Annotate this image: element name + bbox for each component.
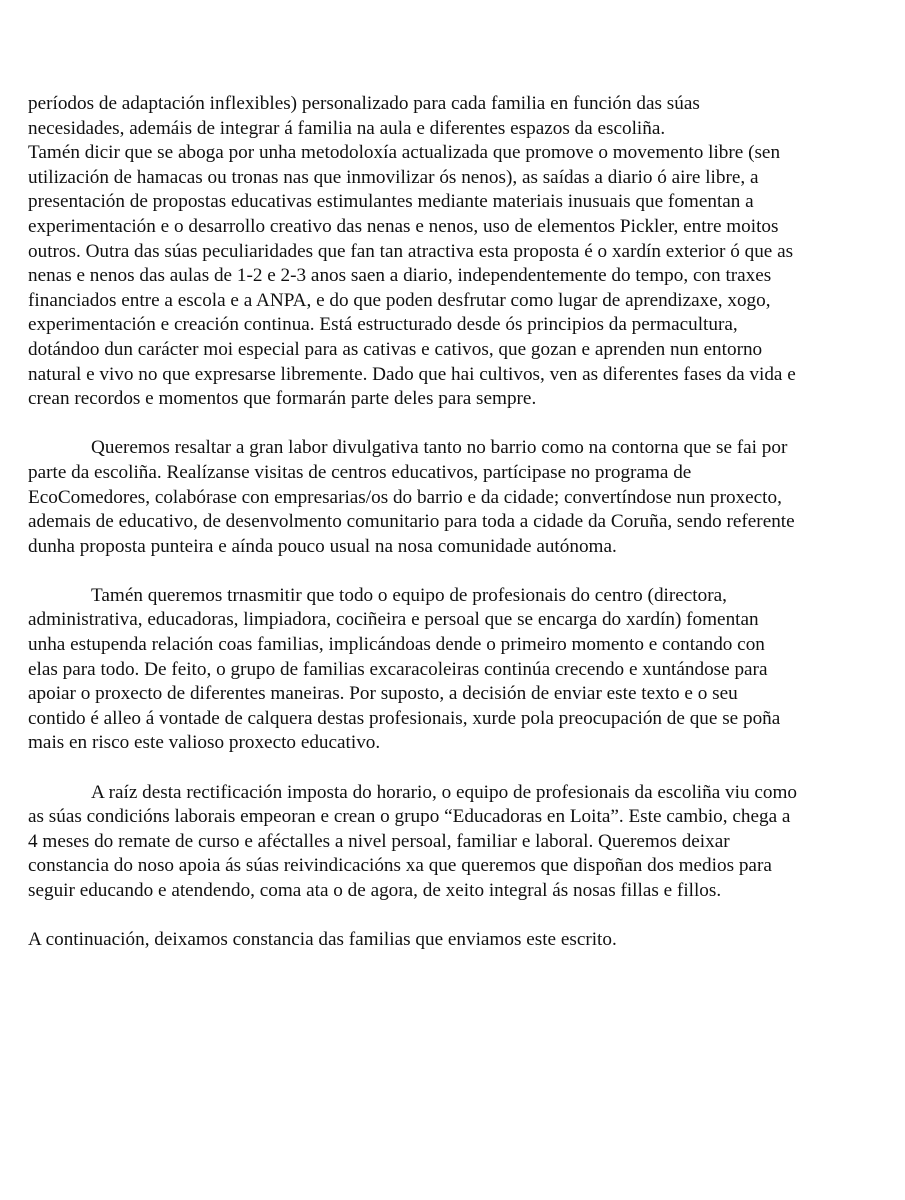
text-line: crean recordos e momentos que formarán parte deles para sempre. [28, 388, 537, 410]
text-line: dotándoo dun carácter moi especial para as cativas e cativos, que gozan e aprenden nun entorno [28, 338, 763, 360]
text-line: experimentación e creación continua. Está estructurado desde ós principios da permacultura, [28, 314, 738, 336]
paragraph-4 [28, 781, 888, 904]
text-line: apoiar o proxecto de diferentes maneiras. Por suposto, a decisión de enviar este texto e o seu [28, 683, 738, 705]
text-line: unha estupenda relación coas familias, implicándoas dende o primeiro momento e contando con [28, 634, 765, 656]
text-line: elas para todo. De feito, o grupo de familias excaracoleiras continúa crecendo e xuntándose para [28, 658, 768, 680]
text-line: Tamén dicir que se aboga por unha metodoloxía actualizada que promove o movemento libre (sen [28, 142, 781, 164]
paragraph-3 [28, 584, 888, 756]
text-line: financiados entre a escola e a ANPA, e do que poden desfrutar como lugar de aprendizaxe, xogo, [28, 289, 771, 311]
text-line: constancia do noso apoia ás súas reivindicacións xa que queremos que dispoñan dos medios para [28, 855, 772, 877]
text-line: EcoComedores, colabórase con empresarias/os do barrio e da cidade; convertíndose nun proxecto, [28, 486, 782, 508]
text-line: 4 meses do remate de curso e aféctalles a nivel persoal, familiar e laboral. Queremos deixar [28, 830, 730, 852]
paragraph-1 [28, 92, 888, 412]
text-line: A continuación, deixamos constancia das familias que enviamos este escrito. [28, 929, 617, 951]
document-body [28, 92, 888, 953]
text-line: necesidades, ademáis de integrar á familia na aula e diferentes espazos da escoliña. [28, 117, 666, 139]
text-line: seguir educando e atendendo, coma ata o de agora, de xeito integral ás nosas fillas e fillos. [28, 880, 722, 901]
text-line: administrativa, educadoras, limpiadora, cociñeira e persoal que se encarga do xardín) fomentan [28, 609, 759, 631]
text-line: mais en risco este valioso proxecto educativo. [28, 732, 381, 754]
text-line: presentación de propostas educativas estimulantes mediante materiais inusuais que fomentan a [28, 191, 754, 213]
text-line: as súas condicións laborais empeoran e crean o grupo “Educadoras en Loita”. Este cambio, chega a [28, 806, 791, 828]
paragraph-5 [28, 928, 888, 953]
text-line: utilización de hamacas ou tronas nas que inmovilizar ós nenos), as saídas a diario ó aire libre, a [28, 166, 759, 188]
text-line: nenas e nenos das aulas de 1-2 e 2-3 anos saen a diario, independentemente do tempo, con traxes [28, 265, 772, 287]
text-line: períodos de adaptación inflexibles) personalizado para cada familia en función das súas [28, 93, 700, 114]
paragraph-2 [28, 436, 888, 559]
text-line: Tamén queremos trnasmitir que todo o equipo de profesionais do centro (directora, [91, 584, 727, 606]
text-line: dunha proposta punteira e aínda pouco usual na nosa comunidade autónoma. [28, 535, 617, 557]
text-line: A raíz desta rectificación imposta do horario, o equipo de profesionais da escoliña viu como [91, 781, 797, 803]
text-line: contido é alleo á vontade de calquera destas profesionais, xurde pola preocupación de que se poña [28, 707, 781, 729]
text-line: Queremos resaltar a gran labor divulgativa tanto no barrio como na contorna que se fai por [91, 437, 788, 459]
text-line: parte da escoliña. Realízanse visitas de centros educativos, partícipase no programa de [28, 461, 692, 483]
text-line: experimentación e o desarrollo creativo das nenas e nenos, uso de elementos Pickler, entre moitos [28, 215, 779, 237]
text-line: outros. Outra das súas peculiaridades que fan tan atractiva esta proposta é o xardín exterior ó que as [28, 240, 794, 262]
text-line: natural e vivo no que expresarse libremente. Dado que hai cultivos, ven as diferentes fases da vida e [28, 363, 796, 385]
text-line: ademais de educativo, de desenvolmento comunitario para toda a cidade da Coruña, sendo referente [28, 511, 795, 533]
